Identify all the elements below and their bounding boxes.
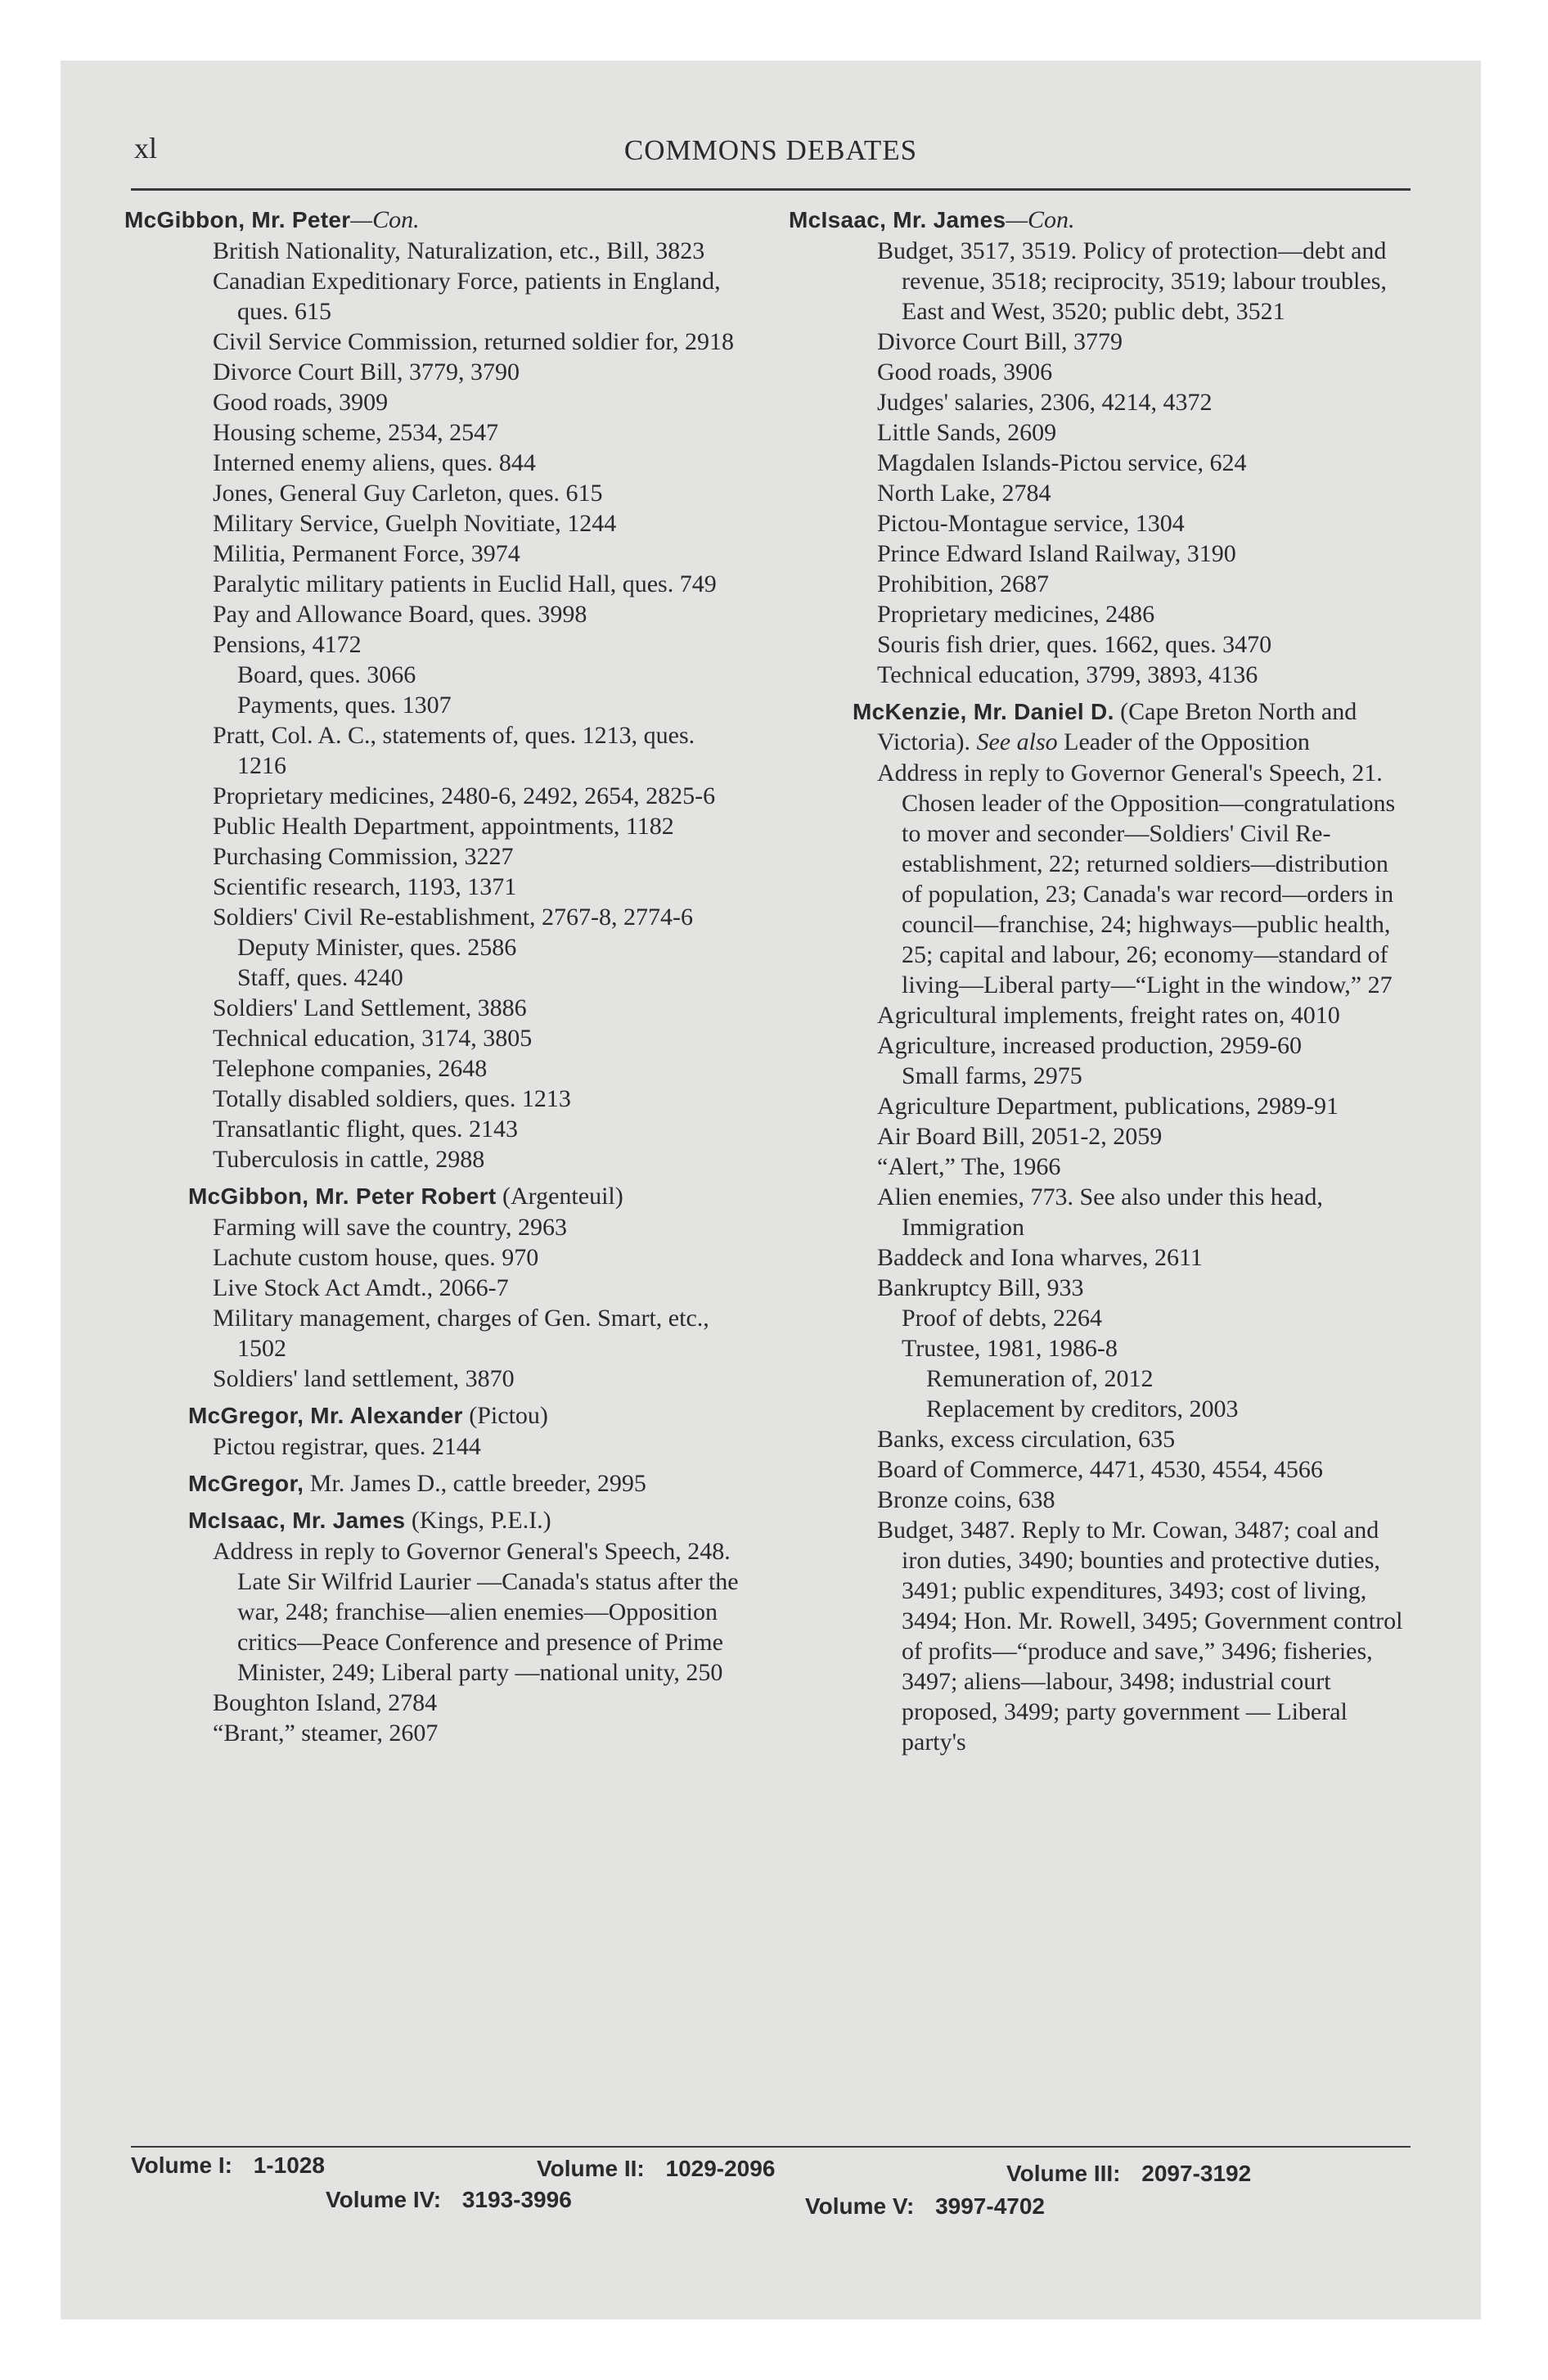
index-subitem: Proof of debts, 2264 bbox=[902, 1305, 1102, 1332]
index-subitem: Replacement by creditors, 2003 bbox=[926, 1395, 1239, 1422]
index-item: Budget, 3487. Reply to Mr. Cowan, 3487; coal and iron duties, 3490; bounties and protective duties, 3491; public expenditures, 3493; cost of living, 3494; Hon. Mr. Rowell, 3495; Government control of profits—“produce and save,” 3496; fisheries, 3497; aliens—labour, 3498; industrial court proposed, 3499; party government — Liberal party's bbox=[877, 1517, 1403, 1756]
index-item: Military management, charges of Gen. Smart, etc., 1502 bbox=[213, 1305, 709, 1362]
header-rule bbox=[131, 188, 1411, 191]
page-number: xl bbox=[134, 132, 158, 165]
index-item: Telephone companies, 2648 bbox=[213, 1055, 488, 1082]
index-item: Military Service, Guelph Novitiate, 1244 bbox=[213, 510, 617, 537]
index-subitem: Small farms, 2975 bbox=[902, 1062, 1082, 1089]
index-item: Civil Service Commission, returned soldier for, 2918 bbox=[213, 328, 735, 355]
index-item: Pensions, 4172 bbox=[213, 631, 362, 658]
index-item: Judges' salaries, 2306, 4214, 4372 bbox=[877, 389, 1213, 416]
index-item: Bronze coins, 638 bbox=[877, 1486, 1055, 1513]
index-item: Public Health Department, appointments, 1182 bbox=[213, 813, 674, 840]
index-subitem: Remuneration of, 2012 bbox=[926, 1365, 1154, 1392]
volume-label: Volume III: bbox=[1006, 2161, 1121, 2186]
entry-riding: (Pictou) bbox=[469, 1402, 548, 1429]
index-item: Technical education, 3799, 3893, 4136 bbox=[877, 661, 1258, 688]
entry-name: McGregor, bbox=[188, 1471, 304, 1496]
index-item: Board of Commerce, 4471, 4530, 4554, 4566 bbox=[877, 1456, 1323, 1483]
volume-label: Volume V: bbox=[805, 2193, 915, 2219]
entry-riding: (Cape Breton North and Victoria). bbox=[877, 698, 1357, 755]
entry-continued: —Con. bbox=[350, 206, 420, 233]
volume-1 bbox=[131, 2152, 325, 2179]
index-entry bbox=[124, 1468, 746, 1499]
index-item: Prohibition, 2687 bbox=[877, 570, 1050, 597]
index-item: Good roads, 3906 bbox=[877, 358, 1053, 385]
index-item: Jones, General Guy Carleton, ques. 615 bbox=[213, 480, 603, 507]
entry-riding: (Kings, P.E.I.) bbox=[411, 1507, 551, 1534]
volume-3 bbox=[1006, 2161, 1251, 2187]
volume-range: 2097-3192 bbox=[1141, 2161, 1252, 2186]
index-item: British Nationality, Naturalization, etc., Bill, 3823 bbox=[213, 237, 705, 264]
index-subitem: Payments, ques. 1307 bbox=[237, 692, 452, 719]
index-item: Air Board Bill, 2051-2, 2059 bbox=[877, 1123, 1163, 1150]
entry-name: McGibbon, Mr. Peter Robert bbox=[188, 1183, 497, 1209]
index-item: Baddeck and Iona wharves, 2611 bbox=[877, 1244, 1203, 1271]
index-item: Totally disabled soldiers, ques. 1213 bbox=[213, 1085, 571, 1112]
index-entry bbox=[124, 205, 746, 235]
index-item: Live Stock Act Amdt., 2066-7 bbox=[213, 1274, 509, 1301]
volume-label: Volume I: bbox=[131, 2152, 232, 2178]
see-also-target: Immigration bbox=[902, 1214, 1024, 1241]
see-also-label: See also bbox=[976, 728, 1058, 755]
entry-name: McGregor, Mr. Alexander bbox=[188, 1403, 463, 1428]
index-item: Farming will save the country, 2963 bbox=[213, 1214, 567, 1241]
index-item: Agriculture, increased production, 2959-60 bbox=[877, 1032, 1303, 1059]
index-subitem: Deputy Minister, ques. 2586 bbox=[237, 934, 517, 961]
entry-name: McIsaac, Mr. James bbox=[789, 207, 1006, 232]
index-item: Paralytic military patients in Euclid Hall, ques. 749 bbox=[213, 570, 717, 597]
index-item: Militia, Permanent Force, 3974 bbox=[213, 540, 520, 567]
entry-name: McIsaac, Mr. James bbox=[188, 1508, 406, 1533]
index-item: Banks, excess circulation, 635 bbox=[877, 1426, 1176, 1453]
volume-range: 1-1028 bbox=[253, 2152, 325, 2178]
index-item: Bankruptcy Bill, 933 bbox=[877, 1274, 1084, 1301]
index-item: Interned enemy aliens, ques. 844 bbox=[213, 449, 536, 476]
index-item: Prince Edward Island Railway, 3190 bbox=[877, 540, 1236, 567]
entry-description: Mr. James D., cattle breeder, 2995 bbox=[309, 1470, 646, 1497]
index-item: Proprietary medicines, 2486 bbox=[877, 601, 1155, 628]
index-subitem: Board, ques. 3066 bbox=[237, 661, 416, 688]
volume-5 bbox=[805, 2193, 1045, 2220]
index-item: Tuberculosis in cattle, 2988 bbox=[213, 1146, 485, 1173]
index-item: Canadian Expeditionary Force, patients in England, ques. 615 bbox=[213, 268, 721, 325]
footer-rule bbox=[131, 2146, 1411, 2148]
volume-label: Volume IV: bbox=[326, 2187, 442, 2212]
page-title: COMMONS DEBATES bbox=[623, 134, 918, 166]
index-item: Good roads, 3909 bbox=[213, 389, 389, 416]
volume-range: 3193-3996 bbox=[461, 2187, 572, 2212]
volume-range: 1029-2096 bbox=[665, 2156, 776, 2181]
index-subitem: Staff, ques. 4240 bbox=[237, 964, 403, 991]
index-item: “Brant,” steamer, 2607 bbox=[213, 1720, 439, 1747]
index-item: Agriculture Department, publications, 2989-91 bbox=[877, 1093, 1339, 1120]
entry-name: McGibbon, Mr. Peter bbox=[124, 207, 351, 232]
index-entry bbox=[124, 1400, 746, 1431]
index-item: Proprietary medicines, 2480-6, 2492, 2654, 2825-6 bbox=[213, 782, 716, 809]
index-item: Little Sands, 2609 bbox=[877, 419, 1057, 446]
index-item: Housing scheme, 2534, 2547 bbox=[213, 419, 499, 446]
right-column bbox=[789, 205, 1411, 1757]
index-item: Soldiers' land settlement, 3870 bbox=[213, 1365, 515, 1392]
volume-2 bbox=[537, 2156, 775, 2182]
index-item: Scientific research, 1193, 1371 bbox=[213, 873, 517, 900]
index-item: Pratt, Col. A. C., statements of, ques. 1213, ques. 1216 bbox=[213, 722, 695, 779]
volume-4 bbox=[326, 2187, 572, 2213]
index-item: Address in reply to Governor General's Speech, 21. Chosen leader of the Opposition—congratulations to mover and seconder—Soldiers' Civil Re-establishment, 22; returned soldiers—distribution of population, 23; Canada's war record—orders in council—franchise, 24; highways—public health, 25; capital and labour, 26; economy—standard of living—Liberal party—“Light in the window,” 27 bbox=[877, 760, 1396, 998]
index-item: Technical education, 3174, 3805 bbox=[213, 1025, 533, 1052]
index-item: Divorce Court Bill, 3779, 3790 bbox=[213, 358, 520, 385]
index-entry bbox=[789, 696, 1411, 757]
index-item: Pictou-Montague service, 1304 bbox=[877, 510, 1185, 537]
index-item: Pictou registrar, ques. 2144 bbox=[213, 1433, 481, 1460]
index-item: Divorce Court Bill, 3779 bbox=[877, 328, 1123, 355]
page-sheet bbox=[61, 61, 1481, 2319]
item-text: Alien enemies, 773. bbox=[877, 1183, 1073, 1210]
index-item: Lachute custom house, ques. 970 bbox=[213, 1244, 539, 1271]
volume-label: Volume II: bbox=[537, 2156, 645, 2181]
index-item: Souris fish drier, ques. 1662, ques. 3470 bbox=[877, 631, 1272, 658]
index-item: Agricultural implements, freight rates on, 4010 bbox=[877, 1002, 1340, 1029]
index-item: Purchasing Commission, 3227 bbox=[213, 843, 514, 870]
index-item: Pay and Allowance Board, ques. 3998 bbox=[213, 601, 587, 628]
index-item: Soldiers' Land Settlement, 3886 bbox=[213, 994, 527, 1021]
index-item: Transatlantic flight, ques. 2143 bbox=[213, 1116, 519, 1143]
index-item: Address in reply to Governor General's Speech, 248. Late Sir Wilfrid Laurier —Canada's status after the war, 248; franchise—alien enemies—Opposition critics—Peace Conference and presence of Prime Minister, 249; Liberal party —national unity, 250 bbox=[213, 1538, 739, 1686]
entry-name: McKenzie, Mr. Daniel D. bbox=[853, 699, 1114, 724]
index-item: Boughton Island, 2784 bbox=[213, 1689, 438, 1716]
index-entry bbox=[789, 205, 1411, 235]
entry-riding: (Argenteuil) bbox=[502, 1183, 623, 1210]
left-column bbox=[124, 205, 746, 1748]
index-item: Soldiers' Civil Re-establishment, 2767-8, 2774-6 bbox=[213, 904, 694, 931]
see-also-label: See also under this head, bbox=[1079, 1183, 1323, 1210]
index-item: “Alert,” The, 1966 bbox=[877, 1153, 1061, 1180]
index-item: North Lake, 2784 bbox=[877, 480, 1051, 507]
index-entry bbox=[124, 1181, 746, 1211]
index-entry bbox=[124, 1505, 746, 1535]
volume-range: 3997-4702 bbox=[935, 2193, 1045, 2219]
see-also-target: Leader of the Opposition bbox=[1064, 728, 1310, 755]
index-item bbox=[789, 1182, 1411, 1242]
index-item: Magdalen Islands-Pictou service, 624 bbox=[877, 449, 1247, 476]
index-item: Budget, 3517, 3519. Policy of protection—debt and revenue, 3518; reciprocity, 3519; labour troubles, East and West, 3520; public debt, 3521 bbox=[877, 237, 1387, 325]
index-subitem: Trustee, 1981, 1986-8 bbox=[902, 1335, 1118, 1362]
entry-continued: —Con. bbox=[1006, 206, 1075, 233]
